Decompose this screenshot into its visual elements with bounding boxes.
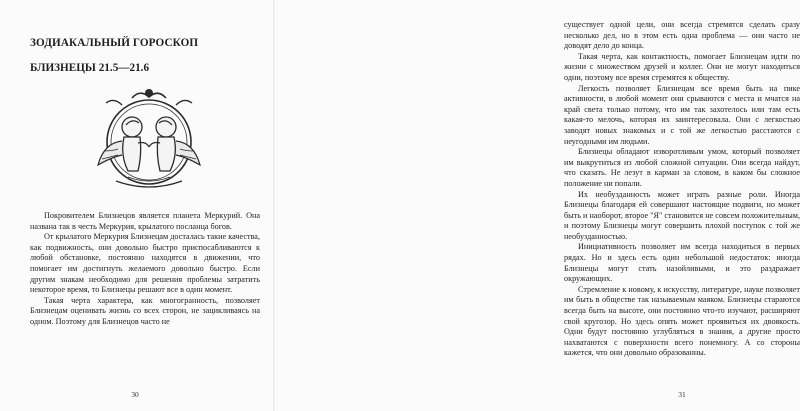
paragraph: Легкость позволяет Близнецам все время быть на пике активности, в любой момент они срываются с места и мчатся на край света только потому, что им так захотелось или там есть какая-то мелочь, которая их заинтересовала. Они с легкостью заводят новых знакомых и с той же легкостью расстаются с неугодными им людьми.: [564, 83, 800, 146]
paragraph: Близнецы обладают изворотливым умом, который позволяет им выкрутиться из любой сложной ситуации. Они всегда найдут, что сказать. Не лезут в карман за словом, в каком бы сложное положение ни попали.: [564, 147, 800, 188]
page-number: 30: [131, 390, 139, 399]
gemini-twins-emblem: [92, 85, 207, 197]
paragraph: Покровителем Близнецов является планета Меркурий. Она названа так в честь Меркурия, крылатого посланца богов.: [30, 211, 260, 231]
left-body-text: [30, 211, 260, 328]
section-heading: ЗОДИАКАЛЬНЫЙ ГОРОСКОП: [30, 37, 199, 49]
right-body-text: [564, 20, 800, 359]
right-page: [275, 0, 800, 411]
left-page: [0, 0, 275, 411]
continued-paragraph: существует одной цели, они всегда стремятся сделать сразу несколько дел, но в этом есть одна проблема — они часто не доводят дело до конца.: [564, 20, 800, 51]
paragraph: Такая черта характера, как многогранность, позволяет Близнецам оценивать жизнь со всех сторон, не зацикливаясь на одном. Поэтому для Близнецов часто не: [30, 295, 260, 326]
sign-heading: БЛИЗНЕЦЫ 21.5—21.6: [30, 62, 150, 74]
paragraph: От крылатого Меркурия Близнецам досталась такие качества, как подвижность, они довольно быстро приспосабливаются к любой обстановке, постоянно находятся в движении, что помогает им достигнуть желаемого довольно быстро. Если другим знакам необходимо для решения проблемы затратить некоторое время, то Близнецы решают все в один момент.: [30, 232, 260, 295]
paragraph: Инициативность позволяет им всегда находиться в первых рядах. Но и здесь есть один небольшой недостаток: иногда Близнецы могут стать назойливыми, и это раздражает окружающих.: [564, 242, 800, 284]
paragraph: Такая черта, как контактность, помогает Близнецам идти по жизни с множеством друзей и коллег. Они не могут находиться одни, поэтому все время стремятся к обществу.: [564, 51, 800, 82]
paragraph: Их необузданность может играть разные роли. Иногда Близнецы благодаря ей совершают настоящие подвиги, но может быть и наоборот, второе "Я" становится не совсем положительным, и поэтому Близнецы могут совершить плохой поступок с той же необузданностью.: [564, 189, 800, 241]
page-number: 31: [678, 390, 686, 399]
paragraph: Стремление к новому, к искусству, литературе, науке позволяет им быть в обществе так называемым маяком. Близнецы стараются всегда быть на высоте, они постоянно что-то изучают, расширяют свой кругозор. Но здесь опять может проявиться их двоякость. Одни будут постоянно углубляться в знания, а другие просто нахватаются с поверхности всего понемногу. А со стороны кажется, что они довольно образованны.: [564, 284, 800, 358]
